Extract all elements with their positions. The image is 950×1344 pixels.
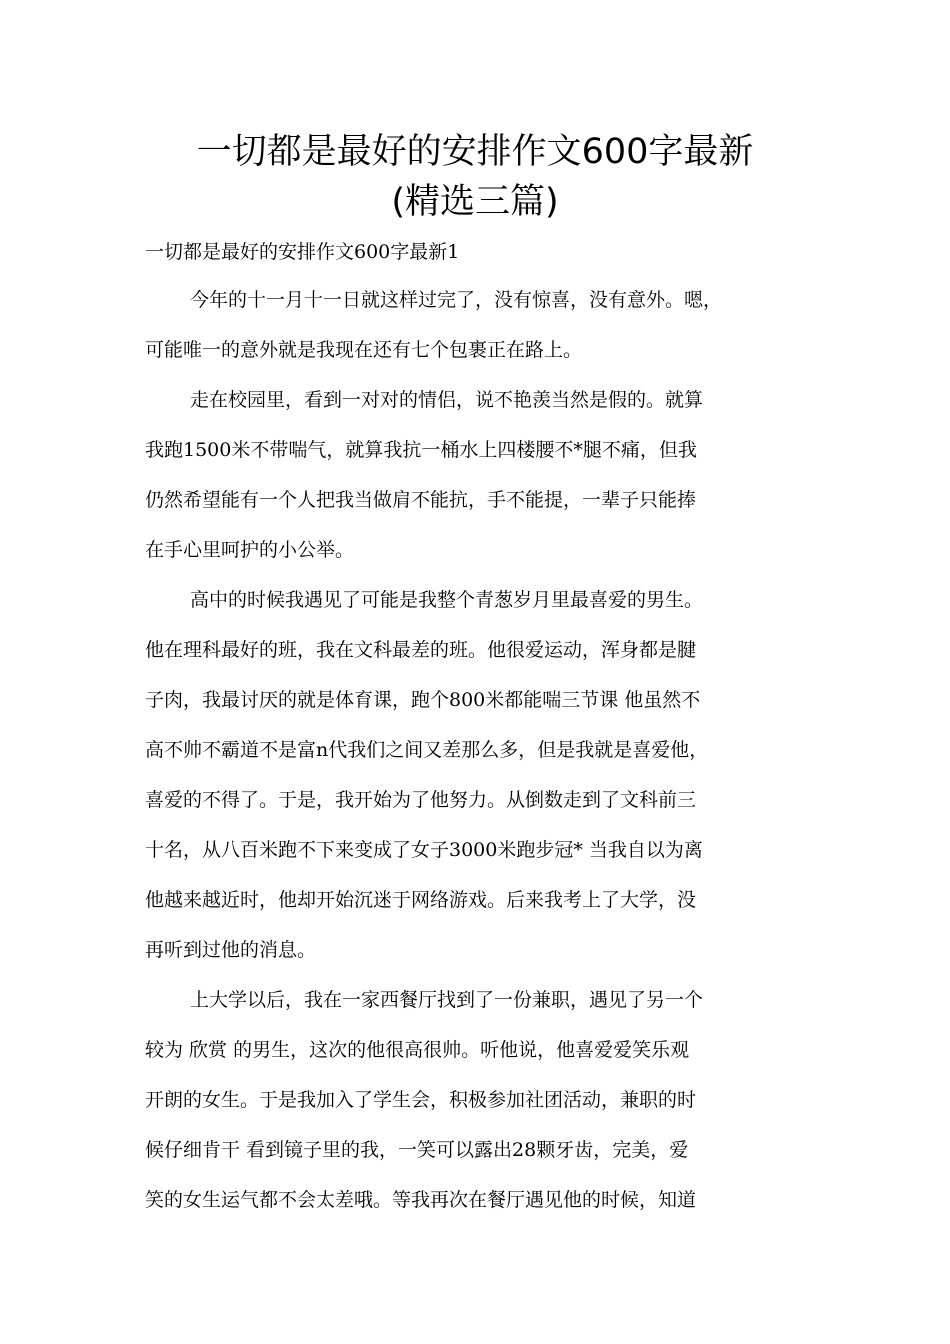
- text-line: 高中的时候我遇见了可能是我整个青葱岁月里最喜爱的男生。: [190, 589, 704, 611]
- text-line: 笑的女生运气都不会太差哦。等我再次在餐厅遇见他的时候，知道: [145, 1189, 697, 1211]
- text-line: 可能唯一的意外就是我现在还有七个包裹正在路上。: [145, 339, 583, 361]
- document-title-line-1: 一切都是最好的安排作文600字最新: [196, 132, 754, 172]
- section-heading: 一切都是最好的安排作文600字最新1: [145, 241, 460, 263]
- text-line: 上大学以后，我在一家西餐厅找到了一份兼职，遇见了另一个: [190, 989, 704, 1011]
- text-line: 较为 欣赏 的男生，这次的他很高很帅。听他说，他喜爱爱笑乐观: [145, 1039, 690, 1061]
- text-line: 高不帅不霸道不是富n代我们之间又差那么多，但是我就是喜爱他，: [145, 739, 709, 761]
- text-line: 走在校园里，看到一对对的情侣，说不艳羡当然是假的。就算: [190, 389, 704, 411]
- document-title-line-2: (精选三篇): [391, 182, 559, 222]
- text-line: 十名，从八百米跑不下来变成了女子3000米跑步冠* 当我自以为离: [145, 839, 703, 861]
- text-line: 他越来越近时，他却开始沉迷于网络游戏。后来我考上了大学，没: [145, 889, 697, 911]
- text-line: 开朗的女生。于是我加入了学生会，积极参加社团活动，兼职的时: [145, 1089, 697, 1111]
- text-line: 子肉，我最讨厌的就是体育课，跑个800米都能喘三节课 他虽然不: [145, 689, 701, 711]
- text-line: 再听到过他的消息。: [145, 939, 317, 961]
- text-line: 喜爱的不得了。于是，我开始为了他努力。从倒数走到了文科前三: [145, 789, 697, 811]
- text-line: 候仔细肯干 看到镜子里的我，一笑可以露出28颗牙齿，完美，爱: [145, 1139, 689, 1161]
- text-line: 在手心里呵护的小公举。: [145, 539, 355, 561]
- text-line: 仍然希望能有一个人把我当做肩不能抗，手不能提，一辈子只能捧: [145, 489, 697, 511]
- text-line: 今年的十一月十一日就这样过完了，没有惊喜，没有意外。嗯，: [190, 289, 723, 311]
- text-line: 他在理科最好的班，我在文科最差的班。他很爱运动，浑身都是腱: [145, 639, 697, 661]
- text-line: 我跑1500米不带喘气，就算我抗一桶水上四楼腰不*腿不痛，但我: [145, 439, 697, 461]
